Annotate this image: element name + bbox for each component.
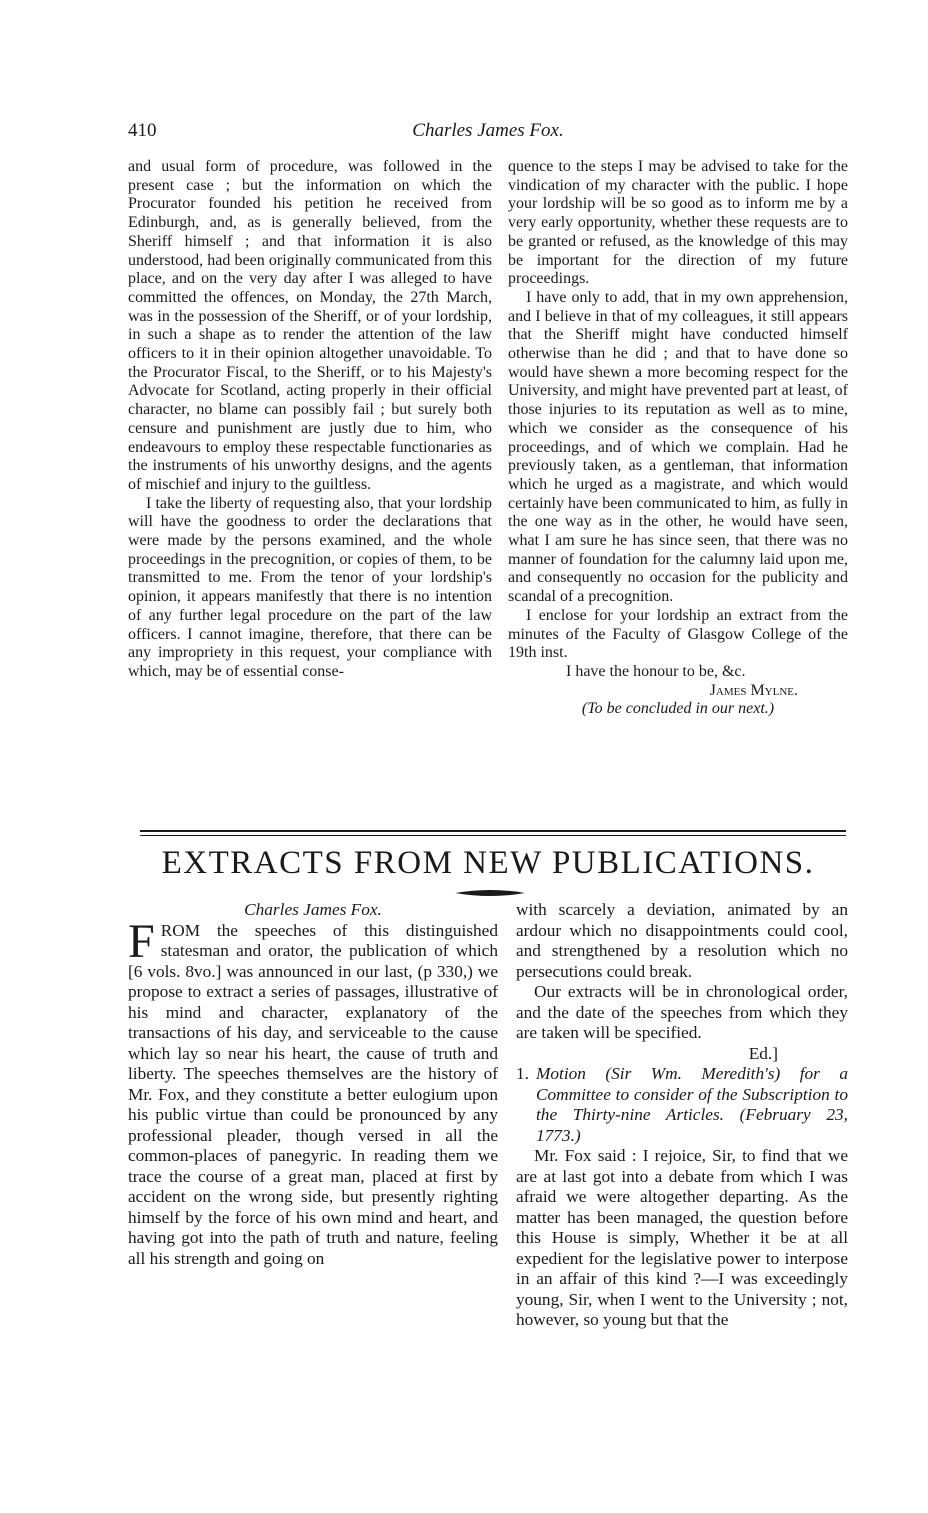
section-rule [140, 835, 846, 836]
item-number: 1. [516, 1064, 529, 1083]
letter-paragraph: quence to the steps I may be advised to take for the vindication of my character with the public. I hope your lordship will be so good as to inform me by a very early opportunity, whether these requests are to be granted or refused, as the knowledge of this may be important for the direction of my future proceedings. [508, 158, 848, 288]
letter-right-column [508, 158, 848, 719]
letter-paragraph: and usual form of procedure, was followed in the present case ; but the information on which the Procurator founded his petition he received from Edinburgh, and, as is generally believed, from the Sheriff himself ; and that information it is also understood, had been originally communicated from this place, and on the very day after I was alleged to have committed the offences, on Monday, the 27th March, was in the possession of the Sheriff, or of your lordship, in such a shape as to render the attention of the law officers to it in their opinion altogether unavoidable. To the Procurator Fiscal, to the Sheriff, or to his Majesty's Advocate for Scotland, acting properly in their official character, no blame can possibly fail ; but surely both censure and punishment are justly due to him, who endeavours to employ these respectable functionaries as the instruments of his unworthy designs, and the agents of mischief and injury to the guiltless. [128, 158, 492, 493]
editor-mark: Ed.] [748, 1043, 778, 1063]
section-rule [140, 830, 846, 832]
letter-left-column [128, 158, 492, 682]
speech-item-heading [516, 1064, 848, 1146]
ornament-divider [455, 888, 525, 898]
page-number: 410 [128, 120, 157, 141]
letter-closing: I have the honour to be, &c. [566, 662, 746, 680]
page-header [128, 120, 848, 150]
letter-paragraph: I have only to add, that in my own apprehension, and I believe in that of my colleagues, it still appears that the Sheriff might have conducted himself otherwise than he did ; and that to have done so would have shewn a more becoming respect for the University, and might have prevented part at least, of those injuries to its reputation as well as to mine, which we consider as the consequence of his proceedings, and of which we complain. Had he previously taken, as a gentleman, that information which he urged as a magistrate, and which would certainly have been communicated to him, as fully in the one way as in the other, he would have seen, what I am sure he has since seen, that there was no manner of foundation for the calumny laid upon me, and consequently no occasion for the publicity and scandal of a precognition. [508, 288, 848, 606]
speech-paragraph: Mr. Fox said : I rejoice, Sir, to find that we are at last got into a debate from which I was afraid we were altogether departing. As the matter has been managed, the question before this House is simply, Whether it be at all expedient for the legislative power to interpose in an affair of this kind ?—I was exceedingly young, Sir, when I went to the University ; not, however, so young but that the [516, 1146, 848, 1329]
letter-paragraph: I enclose for your lordship an extract from the minutes of the Faculty of Glasgow College of the 19th inst. [508, 606, 848, 662]
letter-signature: James Mylne. [709, 681, 798, 699]
letter-paragraph: I take the liberty of requesting also, that your lordship will have the goodness to order the declarations that were made by the persons examined, and the whole proceedings in the precognition, or copies of them, to be transmitted to me. From the tenor of your lordship's opinion, it appears manifestly that there is no intention of any further legal procedure on the part of the law officers. I cannot imagine, therefore, that there can be any impropriety in this request, your compliance with which, may be of essential conse- [128, 494, 492, 680]
running-title: Charles James Fox. [412, 120, 564, 141]
drop-cap: F [128, 914, 155, 968]
article-intro-text: ROM the speeches of this distinguished statesman and orator, the publication of which [6 vols. 8vo.] was announced in our last, (p 330,) we propose to extract a series of passages, illustrative of his mind and character, explanatory of the transactions of his day, and serviceable to the cause which lay so near his heart, the cause of truth and liberty. The speeches themselves are the history of Mr. Fox, and they constitute a better eulogium upon his public virtue than could be pronounced by any professional pleader, though versed in all the common-places of panegyric. In reading them we trace the course of a great man, placed at first by accident on the wrong side, but presently righting himself by the force of his own mind and heart, and having got into the path of truth and nature, feeling all his strength and going on [128, 920, 498, 1268]
item-heading-text: Motion (Sir Wm. Meredith's) for a Committee to consider of the Subscription to the Thirty-nine Articles. (February 23, 1773.) [536, 1064, 848, 1145]
section-title: EXTRACTS FROM NEW PUBLICATIONS. [161, 845, 815, 881]
article-paragraph: Our extracts will be in chronological order, and the date of the speeches from which they are taken will be specified. [516, 982, 848, 1042]
article-right-column [516, 900, 848, 1331]
article-intro-paragraph [128, 914, 498, 1270]
article-continuation: with scarcely a deviation, animated by an ardour which no disappointments could cool, and strengthened by a resolution which no persecutions could break. [516, 900, 848, 981]
article-left-column [128, 900, 498, 1269]
to-be-concluded-note: (To be concluded in our next.) [581, 700, 775, 718]
article-heading: Charles James Fox. [244, 900, 382, 919]
